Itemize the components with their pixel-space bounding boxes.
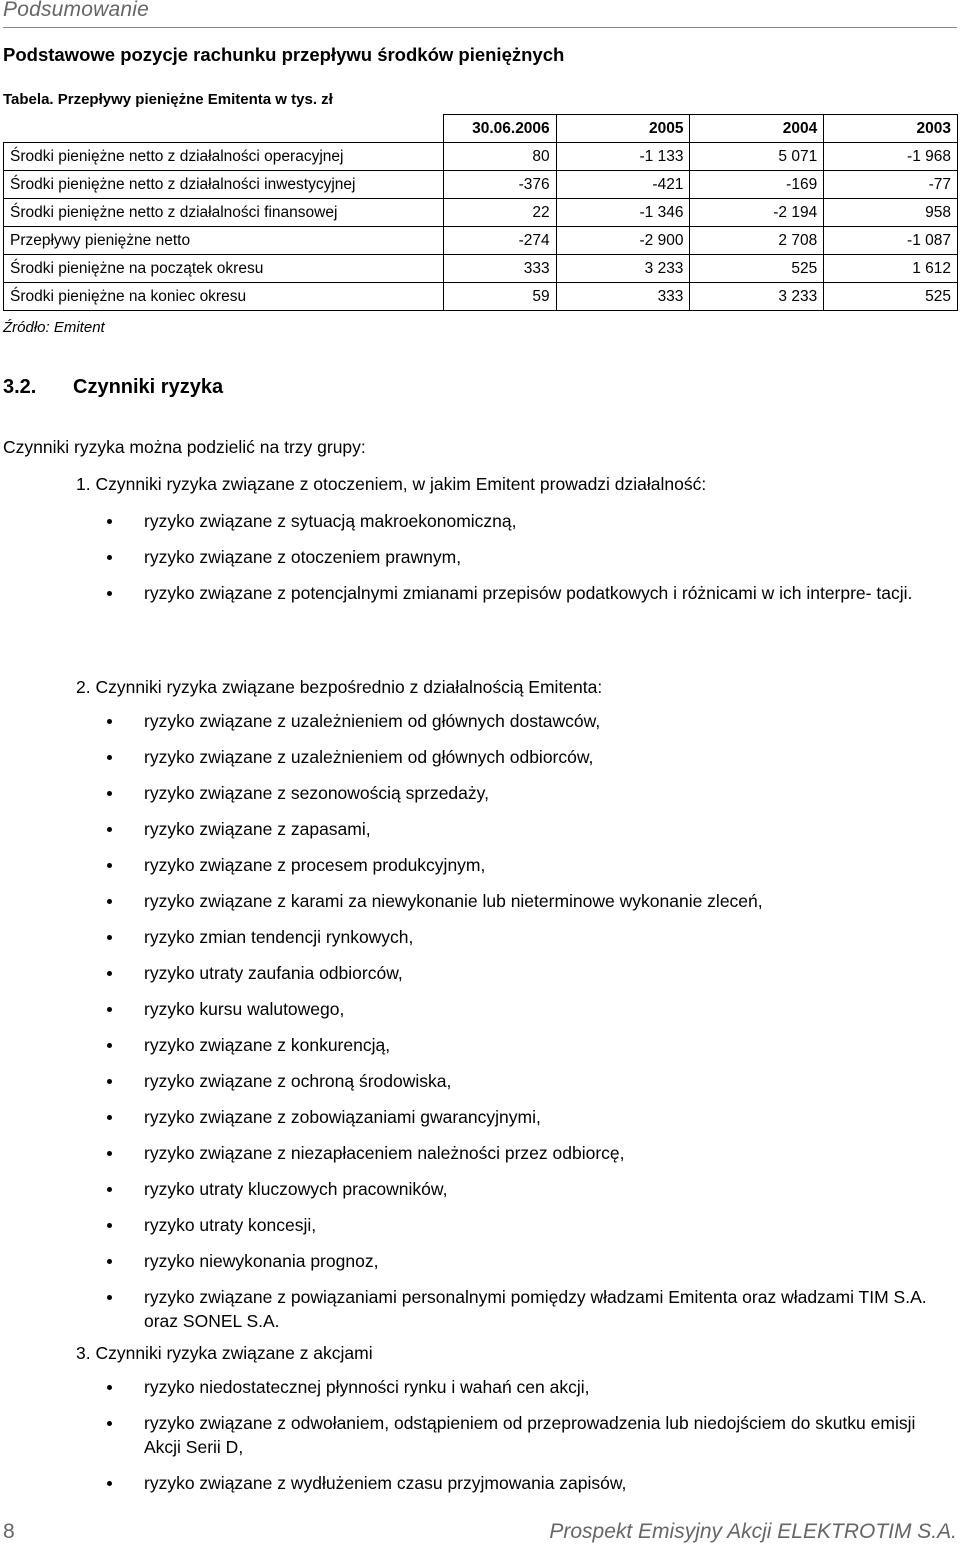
document-title: Prospekt Emisyjny Akcji ELEKTROTIM S.A. [549, 1520, 957, 1543]
list-item [76, 1033, 956, 1057]
table-header-cell: 2005 [556, 115, 690, 143]
row-label: Środki pieniężne na koniec okresu [4, 283, 444, 311]
risk-list [76, 1375, 956, 1495]
row-label: Środki pieniężne na początek okresu [4, 255, 444, 283]
section-heading: Podstawowe pozycje rachunku przepływu środków pieniężnych [3, 44, 565, 65]
table-row [4, 255, 958, 283]
list-item [76, 781, 956, 805]
page-header-title: Podsumowanie [3, 0, 149, 21]
table-cell: 333 [556, 283, 690, 311]
list-item-text: ryzyko utraty kluczowych pracowników, [144, 1179, 448, 1199]
list-item-text: ryzyko związane z uzależnieniem od głównych odbiorców, [144, 747, 594, 767]
bullet-icon [107, 1385, 112, 1390]
bullet-icon [107, 1295, 112, 1300]
table-header-row [4, 115, 958, 143]
table-cell: 2 708 [690, 227, 824, 255]
intro-text: Czynniki ryzyka można podzielić na trzy grupy: [3, 437, 366, 457]
bullet-icon [107, 1223, 112, 1228]
subsection-number: 3.2. [3, 376, 37, 398]
table-header-cell: 30.06.2006 [443, 115, 556, 143]
subsection-heading [3, 376, 223, 399]
table-header-cell: 2004 [690, 115, 824, 143]
bullet-icon [107, 1151, 112, 1156]
list-item [76, 997, 956, 1021]
table-cell: -1 968 [824, 143, 958, 171]
list-item [76, 1177, 956, 1201]
list-item-text: ryzyko związane z procesem produkcyjnym, [144, 855, 486, 875]
row-label: Środki pieniężne netto z działalności inwestycyjnej [4, 171, 444, 199]
source-note: Źródło: Emitent [3, 319, 105, 336]
list-item [76, 961, 956, 985]
list-item [76, 1069, 956, 1093]
table-cell: 3 233 [556, 255, 690, 283]
table-cell: -1 346 [556, 199, 690, 227]
table-cell: 3 233 [690, 283, 824, 311]
table-cell: 5 071 [690, 143, 824, 171]
bullet-icon [107, 1481, 112, 1486]
list-item-text: ryzyko związane z niezapłaceniem należności przez odbiorcę, [144, 1143, 625, 1163]
cash-flow-table [3, 114, 958, 311]
bullet-icon [107, 1187, 112, 1192]
list-item-text: ryzyko związane z zapasami, [144, 819, 371, 839]
table-cell: 525 [690, 255, 824, 283]
list-item-text: ryzyko kursu walutowego, [144, 999, 345, 1019]
table-caption: Tabela. Przepływy pieniężne Emitenta w tys. zł [3, 91, 333, 108]
list-item [76, 709, 956, 733]
list-item [76, 1285, 956, 1333]
bullet-icon [107, 827, 112, 832]
row-label: Przepływy pieniężne netto [4, 227, 444, 255]
table-cell: -274 [443, 227, 556, 255]
list-item-text: ryzyko związane z wydłużeniem czasu przyjmowania zapisów, [144, 1473, 627, 1493]
table-cell: -77 [824, 171, 958, 199]
table-cell: 1 612 [824, 255, 958, 283]
bullet-icon [107, 935, 112, 940]
list-item [76, 745, 956, 769]
table-cell: 333 [443, 255, 556, 283]
list-item-text: ryzyko związane z odwołaniem, odstąpieniem od przeprowadzenia lub niedojściem do skutku emisji Akcji Serii D, [144, 1413, 916, 1457]
list-item [76, 1141, 956, 1165]
table-cell: -2 900 [556, 227, 690, 255]
risk-group-title: 2. Czynniki ryzyka związane bezpośrednio z działalnością Emitenta: [76, 677, 603, 697]
list-item-text: ryzyko związane z ochroną środowiska, [144, 1071, 452, 1091]
list-item-text: ryzyko związane z potencjalnymi zmianami przepisów podatkowych i różnicami w ich interpre- tacji. [144, 583, 913, 603]
table-cell: 22 [443, 199, 556, 227]
bullet-icon [107, 1259, 112, 1264]
list-item-text: ryzyko związane z zobowiązaniami gwarancyjnymi, [144, 1107, 541, 1127]
bullet-icon [107, 1007, 112, 1012]
list-item [76, 1411, 956, 1459]
list-item [76, 817, 956, 841]
list-item-text: ryzyko związane z powiązaniami personalnymi pomiędzy władzami Emitenta oraz władzami TIM S.A. oraz SONEL S.A. [144, 1287, 927, 1331]
list-item [76, 853, 956, 877]
risk-list [76, 509, 956, 605]
page-number: 8 [3, 1520, 15, 1543]
row-label: Środki pieniężne netto z działalności operacyjnej [4, 143, 444, 171]
table-cell: -421 [556, 171, 690, 199]
list-item [76, 1471, 956, 1495]
table-cell: -376 [443, 171, 556, 199]
risk-list [76, 709, 956, 1333]
table-cell: 80 [443, 143, 556, 171]
bullet-icon [107, 1043, 112, 1048]
list-item [76, 925, 956, 949]
table-cell: -169 [690, 171, 824, 199]
risk-group-title: 1. Czynniki ryzyka związane z otoczeniem, w jakim Emitent prowadzi działalność: [76, 474, 707, 494]
list-item-text: ryzyko związane z sytuacją makroekonomiczną, [144, 511, 517, 531]
bullet-icon [107, 519, 112, 524]
table-row [4, 283, 958, 311]
list-item-text: ryzyko niedostatecznej płynności rynku i wahań cen akcji, [144, 1377, 590, 1397]
bullet-icon [107, 1115, 112, 1120]
table-header-blank [4, 115, 444, 143]
list-item [76, 545, 956, 569]
list-item-text: ryzyko związane z karami za niewykonanie lub nieterminowe wykonanie zleceń, [144, 891, 763, 911]
list-item-text: ryzyko związane z uzależnieniem od głównych dostawców, [144, 711, 601, 731]
list-item-text: ryzyko utraty zaufania odbiorców, [144, 963, 403, 983]
bullet-icon [107, 971, 112, 976]
list-item-text: ryzyko związane z sezonowością sprzedaży, [144, 783, 489, 803]
list-item [76, 1249, 956, 1273]
table-cell: 525 [824, 283, 958, 311]
table-cell: -1 087 [824, 227, 958, 255]
risk-group-2 [76, 676, 956, 1333]
table-row [4, 227, 958, 255]
list-item-text: ryzyko związane z otoczeniem prawnym, [144, 547, 462, 567]
bullet-icon [107, 791, 112, 796]
bullet-icon [107, 863, 112, 868]
list-item-text: ryzyko utraty koncesji, [144, 1215, 317, 1235]
bullet-icon [107, 591, 112, 596]
list-item [76, 1375, 956, 1399]
bullet-icon [107, 755, 112, 760]
table-cell: -2 194 [690, 199, 824, 227]
list-item [76, 889, 956, 913]
table-cell: 958 [824, 199, 958, 227]
table-header-cell: 2003 [824, 115, 958, 143]
bullet-icon [107, 1421, 112, 1426]
risk-group-3 [76, 1342, 956, 1495]
bullet-icon [107, 555, 112, 560]
table-cell: -1 133 [556, 143, 690, 171]
risk-group-title: 3. Czynniki ryzyka związane z akcjami [76, 1343, 373, 1363]
list-item [76, 581, 956, 605]
table-row [4, 199, 958, 227]
subsection-title: Czynniki ryzyka [73, 376, 224, 398]
list-item [76, 1105, 956, 1129]
list-item-text: ryzyko zmian tendencji rynkowych, [144, 927, 414, 947]
list-item [76, 509, 956, 533]
list-item-text: ryzyko niewykonania prognoz, [144, 1251, 379, 1271]
table-cell: 59 [443, 283, 556, 311]
bullet-icon [107, 899, 112, 904]
table-row [4, 171, 958, 199]
table-row [4, 143, 958, 171]
header-divider [3, 27, 957, 28]
list-item-text: ryzyko związane z konkurencją, [144, 1035, 391, 1055]
list-item [76, 1213, 956, 1237]
row-label: Środki pieniężne netto z działalności finansowej [4, 199, 444, 227]
bullet-icon [107, 1079, 112, 1084]
risk-group-1 [76, 473, 956, 605]
bullet-icon [107, 719, 112, 724]
